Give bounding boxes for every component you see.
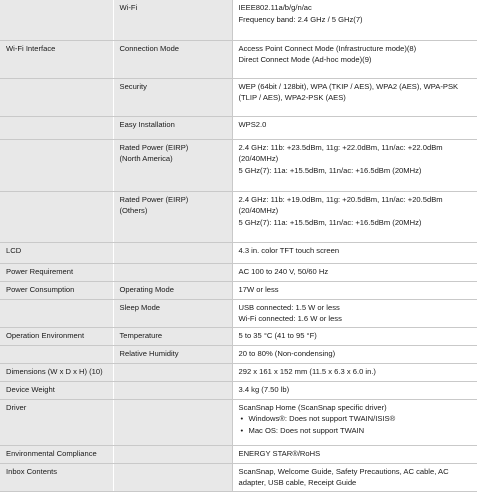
spec-value-bullet: • Windows®: Does not support TWAIN/ISIS® [239, 413, 474, 425]
spec-subcategory: Temperature [113, 327, 232, 345]
spec-value [232, 299, 477, 327]
spec-value [232, 463, 477, 491]
spec-subcategory [113, 445, 232, 463]
spec-category: Inbox Contents [0, 463, 113, 491]
spec-value [232, 78, 477, 116]
spec-category: Wi-Fi Interface [0, 40, 113, 78]
spec-category: LCD [0, 242, 113, 263]
spec-row-dimensions [0, 363, 477, 381]
spec-value-line: 2.4 GHz: 11b: +23.5dBm, 11g: +22.0dBm, 11n/ac: +22.0dBm [238, 142, 443, 152]
spec-category [0, 78, 113, 116]
spec-category: Environmental Compliance [0, 445, 113, 463]
spec-subcategory: Relative Humidity [113, 345, 232, 363]
spec-category: Device Weight [0, 381, 113, 399]
spec-category [0, 139, 113, 191]
spec-value [232, 116, 477, 139]
spec-category: Dimensions (W x D x H) (10) [0, 363, 113, 381]
spec-value-line: 4.3 in. color TFT touch screen [238, 245, 340, 255]
spec-value [232, 445, 477, 463]
spec-value-line: WEP (64bit / 128bit), WPA (TKIP / AES), WPA2 (AES), WPA-PSK [238, 81, 459, 91]
spec-subcategory: Rated Power (EIRP) (North America) [113, 139, 232, 191]
spec-row-driver [0, 399, 477, 445]
spec-category [0, 345, 113, 363]
spec-row-power-sleep [0, 299, 477, 327]
spec-value-line: 3.4 kg (7.50 lb) [238, 384, 290, 394]
spec-subcategory: Security [113, 78, 232, 116]
spec-value [232, 281, 477, 299]
spec-row-power-operating [0, 281, 477, 299]
spec-category: Power Consumption [0, 281, 113, 299]
spec-subcategory [113, 242, 232, 263]
spec-row-rated-power-na [0, 139, 477, 191]
spec-value-line: 5 GHz(7): 11a: +15.5dBm, 11n/ac: +16.5dBm (20MHz) [238, 217, 422, 227]
spec-row-env-temperature [0, 327, 477, 345]
spec-row-rated-power-others [0, 191, 477, 242]
spec-value-line: Direct Connect Mode (Ad-hoc mode)(9) [238, 55, 372, 65]
spec-value-line: WPS2.0 [238, 119, 267, 129]
spec-value-line: 2.4 GHz: 11b: +19.0dBm, 11g: +20.5dBm, 11n/ac: +20.5dBm [238, 194, 443, 204]
spec-subcategory [113, 363, 232, 381]
spec-value-line: 17W or less [238, 284, 279, 294]
spec-subcategory: Rated Power (EIRP) (Others) [113, 191, 232, 242]
spec-value-line: Frequency band: 2.4 GHz / 5 GHz(7) [238, 14, 363, 24]
spec-row-env-compliance [0, 445, 477, 463]
spec-value-line: ENERGY STAR®/RoHS [238, 448, 321, 458]
spec-value-line: IEEE802.11a/b/g/n/ac [238, 3, 312, 12]
spec-value-line: (20/40MHz) [238, 154, 279, 164]
spec-value [232, 0, 477, 40]
spec-subcategory: Connection Mode [113, 40, 232, 78]
spec-value-line: Wi-Fi connected: 1.6 W or less [238, 314, 342, 324]
spec-row-easy-installation [0, 116, 477, 139]
spec-category: Power Requirement [0, 263, 113, 281]
spec-value [232, 139, 477, 191]
spec-row-lcd [0, 242, 477, 263]
spec-value-line: 20 to 80% (Non-condensing) [238, 348, 336, 358]
spec-row-power-requirement [0, 263, 477, 281]
spec-value [232, 345, 477, 363]
spec-subcategory: Operating Mode [113, 281, 232, 299]
spec-value-line: (20/40MHz) [238, 206, 279, 216]
spec-category [0, 0, 113, 40]
spec-category [0, 191, 113, 242]
spec-value [232, 327, 477, 345]
spec-subcategory: Easy Installation [113, 116, 232, 139]
spec-value-line: Access Point Connect Mode (Infrastructure mode)(8) [238, 43, 417, 53]
spec-category: Operation Environment [0, 327, 113, 345]
spec-value-line: adapter, USB cable, Receipt Guide [238, 478, 357, 488]
spec-value-line: AC 100 to 240 V, 50/60 Hz [238, 266, 329, 276]
spec-value [232, 363, 477, 381]
spec-row-wifi-standard [0, 0, 477, 40]
spec-row-connection-mode [0, 40, 477, 78]
spec-value-line: USB connected: 1.5 W or less [238, 302, 340, 312]
spec-row-env-humidity [0, 345, 477, 363]
spec-category [0, 116, 113, 139]
spec-subcategory [113, 463, 232, 491]
spec-value [232, 399, 477, 445]
spec-value-bullet: • Mac OS: Does not support TWAIN [239, 425, 474, 437]
spec-value [232, 191, 477, 242]
spec-subcategory: Wi-Fi [113, 0, 232, 40]
spec-subcategory [113, 263, 232, 281]
spec-row-security [0, 78, 477, 116]
spec-category: Driver [0, 399, 113, 445]
spec-subcategory: Sleep Mode [113, 299, 232, 327]
spec-value-line: 292 x 161 x 152 mm (11.5 x 6.3 x 6.0 in.) [238, 366, 376, 376]
spec-category [0, 299, 113, 327]
spec-value-line: 5 to 35 °C (41 to 95 °F) [238, 330, 317, 340]
spec-value-line: (TLIP / AES), WPA2-PSK (AES) [238, 93, 346, 103]
spec-value [232, 40, 477, 78]
spec-value-line: ScanSnap, Welcome Guide, Safety Precautions, AC cable, AC [238, 466, 449, 476]
spec-value [232, 242, 477, 263]
spec-value [232, 263, 477, 281]
spec-subcategory [113, 399, 232, 445]
spec-value-line: 5 GHz(7): 11a: +15.5dBm, 11n/ac: +16.5dBm (20MHz) [238, 165, 422, 175]
spec-value [232, 381, 477, 399]
spec-value-line: ScanSnap Home (ScanSnap specific driver) [238, 402, 387, 412]
spec-subcategory [113, 381, 232, 399]
spec-row-device-weight [0, 381, 477, 399]
spec-row-inbox-contents [0, 463, 477, 491]
